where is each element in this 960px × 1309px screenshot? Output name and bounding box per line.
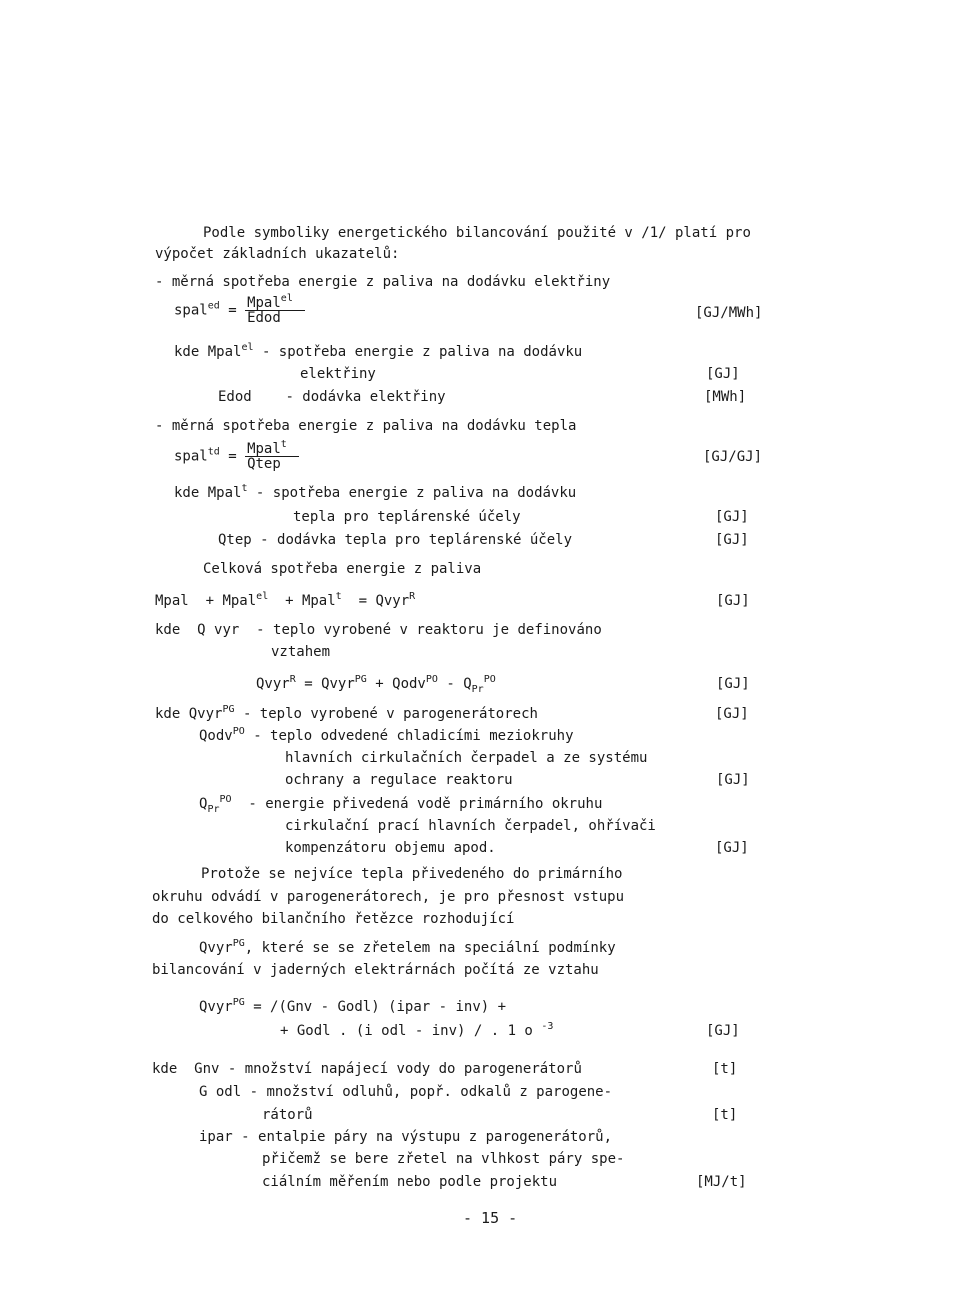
term-1-row: kde Qvyr$^{PG}$ - teplo vyrobené v parogenerátorech <box>155 704 538 722</box>
spal-ed-formula: spal$^{ed}$ = $\frac{Mpal^{el}}{\text{Edod}}$ <box>174 296 305 325</box>
def-el-row-1: kde Mpal$^{el}$ - spotřeba energie z paliva na dodávku <box>174 342 583 360</box>
formula-pg-line-1: Qvyr$^{PG}$ = /(Gnv - Godl) (ipar - inv) + <box>199 997 507 1015</box>
def2-row-4: ipar - entalpie páry na výstupu z parogenerátorů, <box>199 1129 613 1145</box>
def2-row-6: ciálním měřením nebo podle projektu <box>262 1174 558 1190</box>
def2-unit-1: [t] <box>712 1061 738 1077</box>
total-equation: Mpal + Mpal$^{el}$ + Mpal$^t$ = Qvyr$^R$ <box>155 591 416 609</box>
qvyr-def-unit: [GJ] <box>716 676 750 692</box>
qvyr-def-row-1: kde Q vyr - teplo vyrobené v reaktoru je definováno <box>155 622 602 638</box>
def2-unit-3: [MJ/t] <box>696 1174 747 1190</box>
spal-ed-heading: - měrná spotřeba energie z paliva na dodávku elektřiny <box>155 274 611 290</box>
term-2-row-1: Qodv$^{PO}$ - teplo odvedené chladicími meziokruhy <box>199 726 574 744</box>
intro-line-1: Podle symboliky energetického bilancování použité v /1/ platí pro <box>203 225 751 241</box>
term-3-row-1: $Q_{Pr}^{PO}$ - energie přivedená vodě primárního okruhu <box>199 794 603 815</box>
def-t-unit-1: [GJ] <box>715 509 749 525</box>
spal-ed-unit: [GJ/MWh] <box>695 305 763 321</box>
formula-pg-line-2: + Godl . (i odl - inv) / . 1 o $^{-3}$ <box>280 1021 554 1039</box>
spal-ed-fraction: $\frac{Mpal^{el}}{\text{Edod}}$ <box>245 296 305 325</box>
term-3-unit: [GJ] <box>715 840 749 856</box>
def-t-row-3: Qtep - dodávka tepla pro teplárenské účely <box>218 532 573 548</box>
para-line-3: do celkového bilančního řetězce rozhodující <box>152 911 515 927</box>
para-line-2: okruhu odvádí v parogenerátorech, je pro přesnost vstupu <box>152 889 625 905</box>
term-2-unit: [GJ] <box>716 772 750 788</box>
def-t-row-1: kde Mpal$^t$ - spotřeba energie z paliva na dodávku <box>174 483 577 501</box>
qvyr-def-formula: Qvyr$^R$ = Qvyr$^{PG}$ + Qodv$^{PO}$ - $Q_{Pr}^{PO}$ <box>256 674 496 695</box>
para-line-1: Protože se nejvíce tepla přivedeného do primárního <box>201 866 623 882</box>
def2-row-1: kde Gnv - množství napájecí vody do parogenerátorů <box>152 1061 582 1077</box>
page-number: - 15 - <box>463 1209 518 1227</box>
intro-line-2: výpočet základních ukazatelů: <box>155 246 400 262</box>
spal-td-formula: spal$^{td}$ = $\frac{Mpal^t}{\text{Qtep}}$ <box>174 442 299 471</box>
term-1-unit: [GJ] <box>715 706 749 722</box>
term-2-row-3: ochrany a regulace reaktoru <box>285 772 513 788</box>
def2-row-3: rátorů <box>262 1107 313 1123</box>
def-t-row-2: tepla pro teplárenské účely <box>293 509 521 525</box>
def-el-row-2: elektřiny <box>300 366 376 382</box>
formula-pg-unit: [GJ] <box>706 1023 740 1039</box>
spal-td-heading: - měrná spotřeba energie z paliva na dodávku tepla <box>155 418 577 434</box>
def-t-unit-2: [GJ] <box>715 532 749 548</box>
total-unit: [GJ] <box>716 593 750 609</box>
spal-td-fraction: $\frac{Mpal^t}{\text{Qtep}}$ <box>245 442 299 471</box>
def-el-unit-2: [MWh] <box>704 389 747 405</box>
def2-row-5: přičemž se bere zřetel na vlhkost páry spe- <box>262 1151 625 1167</box>
def-el-unit-1: [GJ] <box>706 366 740 382</box>
spal-td-unit: [GJ/GJ] <box>703 449 763 465</box>
def-el-row-3: Edod - dodávka elektřiny <box>218 389 446 405</box>
para-line-4: Qvyr$^{PG}$, které se se zřetelem na speciální podmínky <box>199 938 616 956</box>
term-2-row-2: hlavních cirkulačních čerpadel a ze systému <box>285 750 648 766</box>
total-heading: Celková spotřeba energie z paliva <box>203 561 482 577</box>
qvyr-def-row-2: vztahem <box>271 644 331 660</box>
term-3-row-2: cirkulační prací hlavních čerpadel, ohřívači <box>285 818 656 834</box>
def2-row-2: G odl - množství odluhů, popř. odkalů z parogene- <box>199 1084 613 1100</box>
term-3-row-3: kompenzátoru objemu apod. <box>285 840 496 856</box>
para-line-5: bilancování v jaderných elektrárnách počítá ze vztahu <box>152 962 599 978</box>
def2-unit-2: [t] <box>712 1107 738 1123</box>
